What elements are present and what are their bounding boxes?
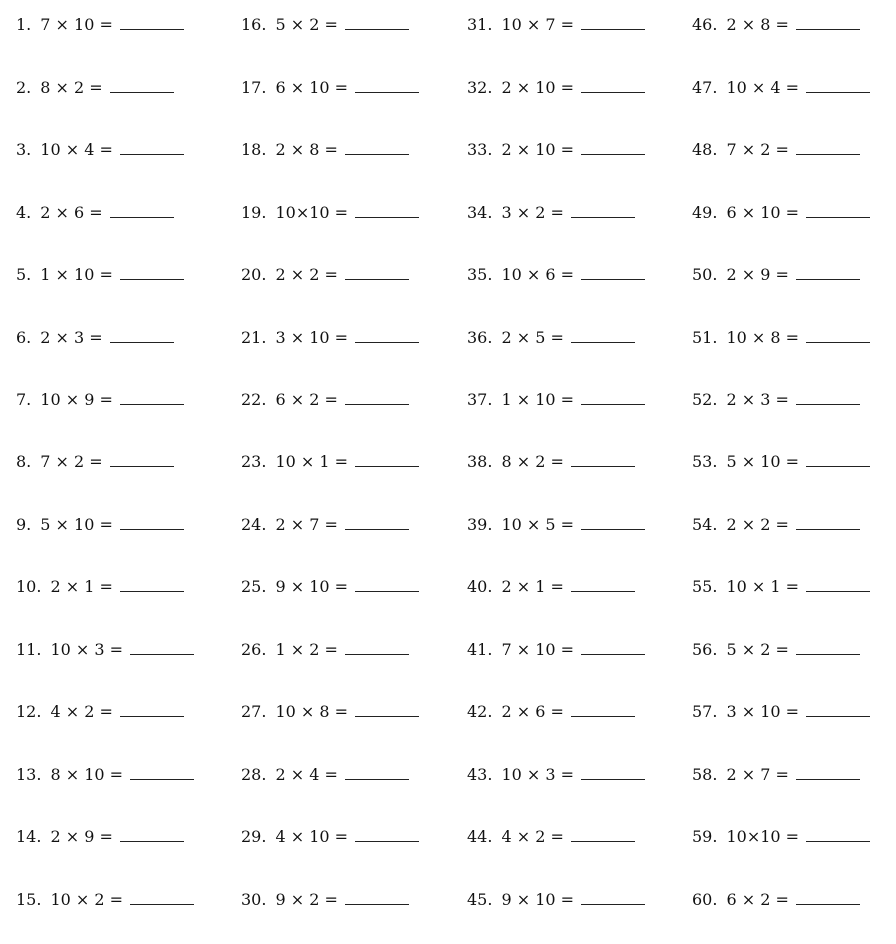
problem-6 — [16, 327, 174, 349]
problem-11 — [16, 639, 194, 661]
answer-blank[interactable] — [120, 15, 184, 30]
problem-expression: 2 × 3 = — [726, 390, 789, 409]
problem-expression: 2 × 7 = — [275, 515, 338, 534]
answer-blank[interactable] — [130, 640, 194, 655]
problem-expression: 2 × 2 = — [275, 265, 338, 284]
answer-blank[interactable] — [355, 328, 419, 343]
problem-number: 56. — [692, 640, 718, 659]
answer-blank[interactable] — [345, 890, 409, 905]
problem-number: 31. — [467, 15, 493, 34]
problem-46 — [692, 14, 860, 36]
problem-number: 41. — [467, 640, 493, 659]
answer-blank[interactable] — [110, 328, 174, 343]
problem-number: 27. — [241, 702, 267, 721]
problem-expression: 2 × 8 = — [275, 140, 338, 159]
problem-expression: 2 × 1 = — [501, 577, 564, 596]
answer-blank[interactable] — [345, 140, 409, 155]
problem-34 — [467, 202, 635, 224]
problem-number: 3. — [16, 140, 32, 159]
problem-number: 12. — [16, 702, 42, 721]
answer-blank[interactable] — [110, 452, 174, 467]
answer-blank[interactable] — [806, 702, 870, 717]
answer-blank[interactable] — [571, 452, 635, 467]
answer-blank[interactable] — [581, 390, 645, 405]
problem-number: 16. — [241, 15, 267, 34]
answer-blank[interactable] — [130, 890, 194, 905]
problem-17 — [241, 77, 419, 99]
problem-expression: 10 × 6 = — [501, 265, 575, 284]
problem-expression: 6 × 10 = — [726, 203, 800, 222]
problem-expression: 2 × 9 = — [50, 827, 113, 846]
problem-number: 9. — [16, 515, 32, 534]
problem-33 — [467, 139, 645, 161]
problem-42 — [467, 701, 635, 723]
problem-2 — [16, 77, 174, 99]
problem-14 — [16, 826, 184, 848]
answer-blank[interactable] — [110, 78, 174, 93]
problem-expression: 5 × 2 = — [275, 15, 338, 34]
answer-blank[interactable] — [581, 78, 645, 93]
problem-expression: 8 × 10 = — [50, 765, 124, 784]
answer-blank[interactable] — [355, 452, 419, 467]
problem-expression: 3 × 10 = — [275, 328, 349, 347]
answer-blank[interactable] — [120, 140, 184, 155]
answer-blank[interactable] — [581, 765, 645, 780]
problem-number: 34. — [467, 203, 493, 222]
answer-blank[interactable] — [345, 390, 409, 405]
problem-expression: 4 × 2 = — [50, 702, 113, 721]
answer-blank[interactable] — [345, 15, 409, 30]
problem-expression: 7 × 10 = — [40, 15, 113, 34]
problem-number: 18. — [241, 140, 267, 159]
problem-expression: 1 × 10 = — [501, 390, 575, 409]
problem-expression: 10 × 1 = — [275, 452, 349, 471]
answer-blank[interactable] — [806, 203, 870, 218]
answer-blank[interactable] — [581, 140, 645, 155]
problem-27 — [241, 701, 419, 723]
problem-number: 48. — [692, 140, 718, 159]
problem-expression: 10×10 = — [275, 203, 349, 222]
problem-expression: 6 × 2 = — [275, 390, 338, 409]
problem-number: 10. — [16, 577, 42, 596]
problem-12 — [16, 701, 184, 723]
problem-number: 22. — [241, 390, 267, 409]
answer-blank[interactable] — [345, 515, 409, 530]
answer-blank[interactable] — [355, 78, 419, 93]
answer-blank[interactable] — [355, 827, 419, 842]
problem-44 — [467, 826, 635, 848]
problem-47 — [692, 77, 870, 99]
problem-number: 24. — [241, 515, 267, 534]
problem-24 — [241, 514, 409, 536]
problem-expression: 2 × 10 = — [501, 140, 575, 159]
problem-number: 53. — [692, 452, 718, 471]
answer-blank[interactable] — [581, 640, 645, 655]
answer-blank[interactable] — [796, 265, 860, 280]
problem-50 — [692, 264, 860, 286]
problem-expression: 5 × 2 = — [726, 640, 789, 659]
problem-22 — [241, 389, 409, 411]
problem-number: 59. — [692, 827, 718, 846]
problem-expression: 10 × 3 = — [50, 640, 124, 659]
answer-blank[interactable] — [806, 577, 870, 592]
problem-number: 14. — [16, 827, 42, 846]
problem-number: 19. — [241, 203, 267, 222]
problem-expression: 7 × 2 = — [726, 140, 789, 159]
problem-18 — [241, 139, 409, 161]
problem-7 — [16, 389, 184, 411]
answer-blank[interactable] — [345, 765, 409, 780]
problem-number: 1. — [16, 15, 32, 34]
problem-number: 45. — [467, 890, 493, 909]
problem-23 — [241, 451, 419, 473]
problem-number: 42. — [467, 702, 493, 721]
answer-blank[interactable] — [581, 515, 645, 530]
problem-19 — [241, 202, 419, 224]
problem-8 — [16, 451, 174, 473]
problem-13 — [16, 764, 194, 786]
problem-number: 35. — [467, 265, 493, 284]
answer-blank[interactable] — [796, 15, 860, 30]
answer-blank[interactable] — [796, 390, 860, 405]
problem-number: 32. — [467, 78, 493, 97]
answer-blank[interactable] — [796, 140, 860, 155]
problem-number: 20. — [241, 265, 267, 284]
problem-expression: 10 × 7 = — [501, 15, 575, 34]
answer-blank[interactable] — [120, 515, 184, 530]
problem-number: 39. — [467, 515, 493, 534]
problem-59 — [692, 826, 870, 848]
problem-number: 28. — [241, 765, 267, 784]
problem-54 — [692, 514, 860, 536]
answer-blank[interactable] — [120, 702, 184, 717]
answer-blank[interactable] — [806, 78, 870, 93]
problem-number: 21. — [241, 328, 267, 347]
answer-blank[interactable] — [120, 265, 184, 280]
problem-number: 54. — [692, 515, 718, 534]
problem-expression: 5 × 10 = — [40, 515, 113, 534]
answer-blank[interactable] — [345, 265, 409, 280]
problem-57 — [692, 701, 870, 723]
problem-number: 33. — [467, 140, 493, 159]
problem-expression: 2 × 8 = — [726, 15, 789, 34]
answer-blank[interactable] — [120, 390, 184, 405]
problem-number: 43. — [467, 765, 493, 784]
problem-number: 5. — [16, 265, 32, 284]
problem-20 — [241, 264, 409, 286]
problem-16 — [241, 14, 409, 36]
problem-expression: 9 × 10 = — [501, 890, 575, 909]
problem-number: 2. — [16, 78, 32, 97]
problem-expression: 1 × 2 = — [275, 640, 338, 659]
problem-expression: 10×10 = — [726, 827, 800, 846]
problem-number: 4. — [16, 203, 32, 222]
problem-expression: 10 × 5 = — [501, 515, 575, 534]
problem-expression: 2 × 7 = — [726, 765, 789, 784]
problem-41 — [467, 639, 645, 661]
problem-36 — [467, 327, 635, 349]
problem-10 — [16, 576, 184, 598]
problem-expression: 10 × 3 = — [501, 765, 575, 784]
problem-expression: 6 × 10 = — [275, 78, 349, 97]
problem-43 — [467, 764, 645, 786]
problem-expression: 3 × 10 = — [726, 702, 800, 721]
problem-expression: 9 × 2 = — [275, 890, 338, 909]
problem-number: 30. — [241, 890, 267, 909]
problem-expression: 7 × 2 = — [40, 452, 103, 471]
problem-expression: 10 × 2 = — [50, 890, 124, 909]
problem-number: 6. — [16, 328, 32, 347]
problem-56 — [692, 639, 860, 661]
problem-number: 55. — [692, 577, 718, 596]
problem-expression: 9 × 10 = — [275, 577, 349, 596]
problem-48 — [692, 139, 860, 161]
problem-53 — [692, 451, 870, 473]
problem-expression: 8 × 2 = — [40, 78, 103, 97]
problem-expression: 3 × 2 = — [501, 203, 564, 222]
problem-number: 57. — [692, 702, 718, 721]
answer-blank[interactable] — [355, 577, 419, 592]
answer-blank[interactable] — [110, 203, 174, 218]
problem-37 — [467, 389, 645, 411]
problem-expression: 4 × 2 = — [501, 827, 564, 846]
problem-expression: 2 × 10 = — [501, 78, 575, 97]
problem-number: 47. — [692, 78, 718, 97]
answer-blank[interactable] — [571, 203, 635, 218]
problem-expression: 2 × 5 = — [501, 328, 564, 347]
problem-4 — [16, 202, 174, 224]
problem-60 — [692, 889, 860, 911]
problem-number: 7. — [16, 390, 32, 409]
problem-49 — [692, 202, 870, 224]
problem-expression: 8 × 2 = — [501, 452, 564, 471]
problem-number: 37. — [467, 390, 493, 409]
problem-number: 17. — [241, 78, 267, 97]
problem-number: 46. — [692, 15, 718, 34]
problem-number: 49. — [692, 203, 718, 222]
problem-expression: 2 × 1 = — [50, 577, 113, 596]
problem-15 — [16, 889, 194, 911]
problem-32 — [467, 77, 645, 99]
problem-number: 52. — [692, 390, 718, 409]
problem-51 — [692, 327, 870, 349]
problem-number: 11. — [16, 640, 42, 659]
problem-45 — [467, 889, 645, 911]
problem-29 — [241, 826, 419, 848]
problem-expression: 1 × 10 = — [40, 265, 113, 284]
problem-number: 8. — [16, 452, 32, 471]
answer-blank[interactable] — [571, 577, 635, 592]
answer-blank[interactable] — [355, 702, 419, 717]
problem-expression: 10 × 1 = — [726, 577, 800, 596]
problem-number: 13. — [16, 765, 42, 784]
problem-25 — [241, 576, 419, 598]
problem-52 — [692, 389, 860, 411]
problem-number: 15. — [16, 890, 42, 909]
answer-blank[interactable] — [796, 515, 860, 530]
answer-blank[interactable] — [120, 827, 184, 842]
problem-31 — [467, 14, 645, 36]
problem-number: 51. — [692, 328, 718, 347]
problem-expression: 10 × 8 = — [275, 702, 349, 721]
problem-28 — [241, 764, 409, 786]
problem-expression: 7 × 10 = — [501, 640, 575, 659]
answer-blank[interactable] — [806, 452, 870, 467]
answer-blank[interactable] — [581, 265, 645, 280]
problem-9 — [16, 514, 184, 536]
answer-blank[interactable] — [571, 328, 635, 343]
problem-number: 26. — [241, 640, 267, 659]
problem-1 — [16, 14, 184, 36]
problem-expression: 5 × 10 = — [726, 452, 800, 471]
problem-expression: 2 × 6 = — [501, 702, 564, 721]
answer-blank[interactable] — [796, 765, 860, 780]
problem-expression: 2 × 9 = — [726, 265, 789, 284]
problem-35 — [467, 264, 645, 286]
answer-blank[interactable] — [355, 203, 419, 218]
answer-blank[interactable] — [806, 827, 870, 842]
problem-5 — [16, 264, 184, 286]
problem-3 — [16, 139, 184, 161]
answer-blank[interactable] — [120, 577, 184, 592]
problem-26 — [241, 639, 409, 661]
problem-number: 40. — [467, 577, 493, 596]
problem-expression: 2 × 3 = — [40, 328, 103, 347]
problem-number: 25. — [241, 577, 267, 596]
problem-expression: 10 × 9 = — [40, 390, 113, 409]
answer-blank[interactable] — [345, 640, 409, 655]
problem-number: 36. — [467, 328, 493, 347]
answer-blank[interactable] — [796, 890, 860, 905]
problem-58 — [692, 764, 860, 786]
problem-number: 23. — [241, 452, 267, 471]
problem-expression: 2 × 4 = — [275, 765, 338, 784]
problem-number: 38. — [467, 452, 493, 471]
answer-blank[interactable] — [571, 702, 635, 717]
problem-expression: 10 × 8 = — [726, 328, 800, 347]
problem-number: 60. — [692, 890, 718, 909]
answer-blank[interactable] — [581, 890, 645, 905]
answer-blank[interactable] — [806, 328, 870, 343]
problem-40 — [467, 576, 635, 598]
problem-number: 44. — [467, 827, 493, 846]
problem-expression: 6 × 2 = — [726, 890, 789, 909]
answer-blank[interactable] — [581, 15, 645, 30]
answer-blank[interactable] — [130, 765, 194, 780]
problem-number: 58. — [692, 765, 718, 784]
problem-expression: 2 × 2 = — [726, 515, 789, 534]
problem-30 — [241, 889, 409, 911]
problem-55 — [692, 576, 870, 598]
problem-expression: 4 × 10 = — [275, 827, 349, 846]
problem-expression: 2 × 6 = — [40, 203, 103, 222]
problem-expression: 10 × 4 = — [40, 140, 113, 159]
answer-blank[interactable] — [571, 827, 635, 842]
problem-21 — [241, 327, 419, 349]
answer-blank[interactable] — [796, 640, 860, 655]
problem-number: 50. — [692, 265, 718, 284]
problem-expression: 10 × 4 = — [726, 78, 800, 97]
problem-38 — [467, 451, 635, 473]
problem-39 — [467, 514, 645, 536]
problem-number: 29. — [241, 827, 267, 846]
